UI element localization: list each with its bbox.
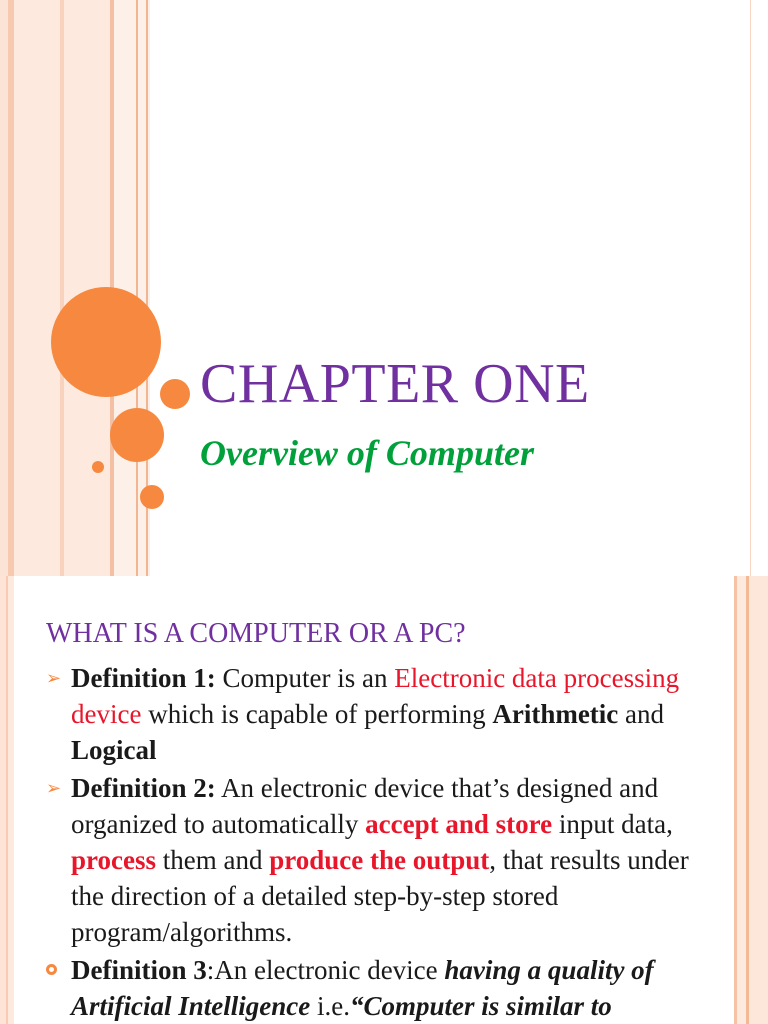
decorative-right-strip (734, 576, 768, 1024)
decorative-stripe-band (0, 0, 150, 576)
definition-emphasis: Arithmetic (492, 699, 619, 729)
definition-text: and (618, 699, 665, 729)
definition-text: An electronic device that’s designed and organized to automatically (71, 773, 659, 839)
definition-highlight: accept and store (365, 809, 553, 839)
arrow-bullet-icon: ➢ (46, 778, 62, 798)
definition-highlight: produce the output (269, 845, 490, 875)
definition-1 (46, 660, 726, 768)
definition-highlight: process (71, 845, 156, 875)
definition-text: :An electronic device (206, 955, 445, 985)
decorative-line (136, 0, 138, 576)
chapter-subtitle: Overview of Computer (200, 433, 534, 473)
chapter-title: CHAPTER ONE (200, 353, 590, 415)
definition-3 (46, 952, 726, 1024)
definition-label: Definition 1: (71, 663, 216, 693)
decorative-circle (92, 461, 104, 473)
content-slide (0, 576, 768, 1024)
definition-emphasis: “Computer is similar to (349, 991, 612, 1021)
definition-text: input data, (552, 809, 673, 839)
definition-text: them and (156, 845, 270, 875)
definition-text: i.e. (310, 991, 350, 1021)
ring-bullet-icon (46, 964, 57, 975)
definition-2 (46, 770, 726, 950)
decorative-left-strip (0, 576, 14, 1024)
definition-emphasis: Logical (71, 735, 157, 765)
definition-text: which is capable of performing (141, 699, 493, 729)
definition-list (46, 660, 726, 1024)
definition-text: , that results under the direction of a detailed step-by-step stored program/algorithms. (71, 845, 689, 947)
decorative-circle (160, 379, 190, 409)
definition-text: Computer is an (215, 663, 395, 693)
decorative-circle (140, 485, 164, 509)
definition-label: Definition 2: (71, 773, 216, 803)
decorative-circle (51, 287, 161, 397)
decorative-line (750, 0, 751, 576)
slide-heading: WHAT IS A COMPUTER OR A PC? (46, 618, 466, 649)
decorative-circle (110, 408, 164, 462)
definition-highlight: Electronic data processing device (71, 663, 680, 729)
definition-label: Definition 3 (71, 955, 207, 985)
definition-emphasis: having a quality of Artificial Intelligence (71, 955, 654, 1021)
arrow-bullet-icon: ➢ (46, 668, 62, 688)
